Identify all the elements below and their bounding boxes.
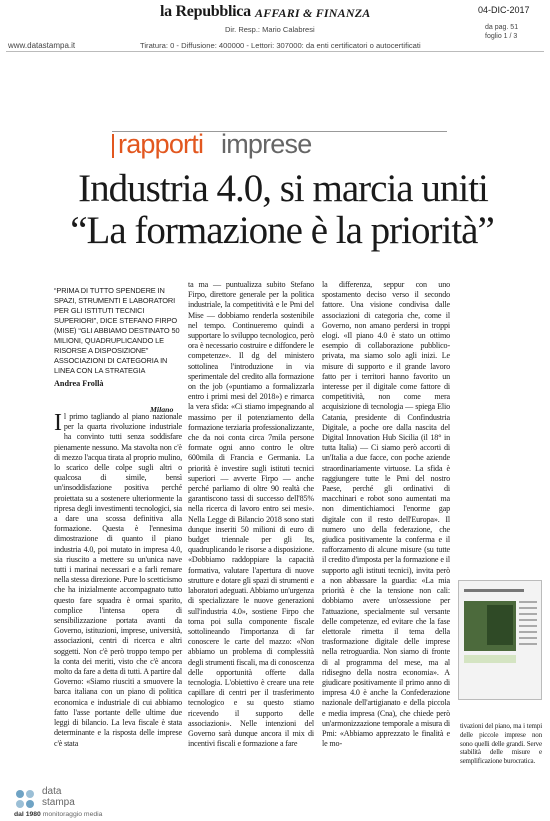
article-column-4: tivazioni del piano, ma i tempi delle piccole imprese non sono quelli delle grandi. Serve stabilità delle misure e semplificazione burocratica. (460, 722, 542, 766)
thumbnail-title-bar (464, 589, 524, 592)
column-1-text: l primo tagliando al piano nazionale per la quarta rivoluzione industriale ha convinto tutti senza soddisfare pienamente nessuno. Ma stavolta non c'è di mezzo l'acqua tirata al proprio mulino, lo scarico delle colpe sugli altri o qualcosa di simile, bensì un'insoddisfazione positiva perché proiettata su a sostenere ulteriormente la ripresa degli investimenti tecnologici, sia a dare una scossa definitiva alla formazione. Questa è l'ennesima dimostrazione di quanto il piano industria 4.0, poi mutato in impresa 4.0, sia riuscito a mettere su un'unica nave tutti i marinai necessari e a farli remare nella stessa direzione. Pure lo scetticismo che ha inizialmente accompagnato tutto questo fare squadra è ormai sparito, complice l'intensa opera di sensibilizzazione portata avanti da Governo, istituzioni, imprese, università, associazioni, centri di ricerca e altri soggetti. Non c'è però troppo tempo per la conta dei meriti, visto che c'è ancora molto da fare a detta di tutti. A partire dal Governo: «Siamo riusciti a smuovere la barca italiana con un piano di politica economica e industriale di cui abbiamo fatto l'asse portante delle ultime due leggi di bilancio. La leva fiscale è stata determinante e la risposta delle imprese c'è stata (54, 412, 182, 748)
logo-text-stampa: stampa (42, 797, 75, 808)
article-summary: “PRIMA DI TUTTO SPENDERE IN SPAZI, STRUMENTI E LABORATORI PER GLI ISTITUTI TECNICI SUPERIORI”, DICE STEFANO FIRPO (MISE) “GLI ABBIAMO DESTINATO 50 MILIONI, QUADRUPLICANDO LE RISORSE A DISPOSIZIONE” ASSOCIAZIONI DI CATEGORIA IN LINEA CON LA STRATEGIA (54, 286, 180, 375)
header-divider (6, 51, 544, 52)
thumbnail-text-line (519, 637, 537, 639)
article-column-1 (54, 412, 182, 790)
thumbnail-text-line (519, 619, 537, 621)
director-credit: Dir. Resp.: Mario Calabresi (225, 25, 315, 34)
circulation-stats: Tiratura: 0 - Diffusione: 400000 - Lettori: 307000: da enti certificatori o autocertificati (140, 41, 421, 50)
thumbnail-text-line (519, 607, 537, 609)
section-accent-bar (112, 134, 114, 158)
website-link[interactable]: www.datastampa.it (8, 41, 76, 50)
page-reference-from: da pag. 51 (485, 24, 519, 31)
article-author: Andrea Frollà (54, 379, 104, 388)
section-word-imprese: imprese (221, 129, 312, 159)
thumbnail-text-line (519, 625, 537, 627)
section-word-rapporti: rapporti (118, 129, 204, 159)
datastampa-logo-icon (14, 788, 36, 810)
thumbnail-text-line (519, 643, 537, 645)
page-reference (485, 23, 518, 41)
thumbnail-caption-box (464, 655, 516, 663)
thumbnail-text-line (519, 601, 537, 603)
headline-line-2: “La formazione è la priorità” (70, 209, 494, 252)
thumbnail-text-line (519, 613, 537, 615)
headline-line-1: Industria 4.0, si marcia uniti (78, 167, 488, 210)
publication-date: 04-DIC-2017 (478, 5, 530, 15)
masthead-title: la Repubblica (160, 3, 251, 20)
thumbnail-photo-detail (487, 605, 513, 645)
thumbnail-text-line (519, 631, 537, 633)
logo-text-data: data (42, 786, 62, 797)
logo-tagline (14, 811, 102, 818)
supplement-title: AFFARI & FINANZA (255, 6, 371, 20)
page-thumbnail[interactable] (458, 580, 542, 700)
logo-tagline-text: monitoraggio media (40, 811, 103, 818)
logo-tagline-year: dal 1980 (14, 811, 41, 818)
dateline: Milano (150, 405, 174, 414)
article-column-3: la differenza, seppur con uno spostamento deciso verso il secondo fattore. Una visione condivisa dalle associazioni di categoria che, come il Governo, non amano perdersi in troppi elogi. «Il piano 4.0 è stato un ottimo esempio di collaborazione pubblico-privata, ma siamo solo agli inizi. Le misure di supporto e il grande lavoro fatto per i territori hanno favorito un interesse per il digitale come fattore di competitività, non come mera acquisizione di tecnologia — spiega Elio Catania, presidente di Confindustria Digitale, a poche ore dalla nascita del Digital Innovation Hub Sicilia (il 18° in tutta Italia) — Ci siamo però accorti di un'Italia a due facce, con poche aziende straordinariamente virtuose. La sfida è raggiungere tutte le Pmi del nostro Paese, perché gli ordinativi di macchinari e robot sono aumentati ma non dimentichiamoci l'enorme gap digitale con il resto dell'Europa». Il numero uno della federazione, che giudica positivamente la conferma e il rafforzamento di alcune misure (su tutte il credito d'imposta per la formazione e il supporto agli istituti tecnici), invita però a non abbassare la guardia: «La mia priorità è che la tensione non cali: dobbiamo avere un'ossessione per l'attuazione, specialmente sul versante delle competenze, ed evitare che la fase elettorale rimetta il tema della trasformazione digitale delle imprese nella retroguardia. Non siamo di fronte di al programma del mese, ma al ridisegno della nostra economia». A giudicare positivamente il primo anno di impresa 4.0 è anche la Confederazione nazionale dell'artigianato e della piccola e media impresa (Cna), che chiede però un'armonizzazione temporale a misura di Pmi: «Abbiamo apprezzato le finalità e le mo- (322, 280, 450, 749)
drop-cap: I (54, 410, 62, 436)
article-column-2: ta ma — puntualizza subito Stefano Firpo, direttore generale per la politica industriale, la competitività e le Pmi del Mise — dobbiamo renderla sostenibile nel tempo. Continueremo quindi a supportare lo sviluppo tecnologico, però ora è necessario costruire e diffondere le competenze». Il dg del ministero sottolinea l'introduzione in via sperimentale del credito alla formazione on the job («puntiamo a formalizzarla entro i primi mesi del 2018») e rimarca la vera sfida: «Ci stiamo impegnando al massimo per il potenziamento della formazione terziaria professionalizzante, che da noi conta circa 7mila persone formate ogni anno contro le oltre 600mila di Francia e Germania. La priorità è investire sugli istituti tecnici superiori — avverte Firpo — anche perché parliamo di oltre 90 realtà che garantiscono tassi di successo dell'85% nella ricerca di lavoro entro sei mesi». Nella Legge di Bilancio 2018 sono stati dunque inseriti 50 milioni di euro di budget triennale per gli Its, quadruplicando le risorse a disposizione. «Dobbiamo raddoppiare la capacità formativa, valutare l'apertura di nuove strutture e dotare gli spazi di strumenti e laboratori adeguati. Abbiamo un'urgenza di specializzare le nuove generazioni sull'industria 4.0», sostiene Firpo che torna poi sulla componente fiscale sottolineando l'importanza di far conoscere le carte del mazzo: «Non abbiamo un problema di complessità degli strumenti fiscali, ma di conoscenza delle opportunità offerte dalla tecnologia. L'obiettivo è creare una rete capillare di centri per il trasferimento tecnologico e su questo stiamo ricevendo il supporto delle associazioni». Nelle intenzioni del Governo sarà dunque ancora il mix di incentivi fiscali e formazione a fare (188, 280, 315, 749)
page-reference-sheet: foglio 1 / 3 (485, 33, 518, 40)
